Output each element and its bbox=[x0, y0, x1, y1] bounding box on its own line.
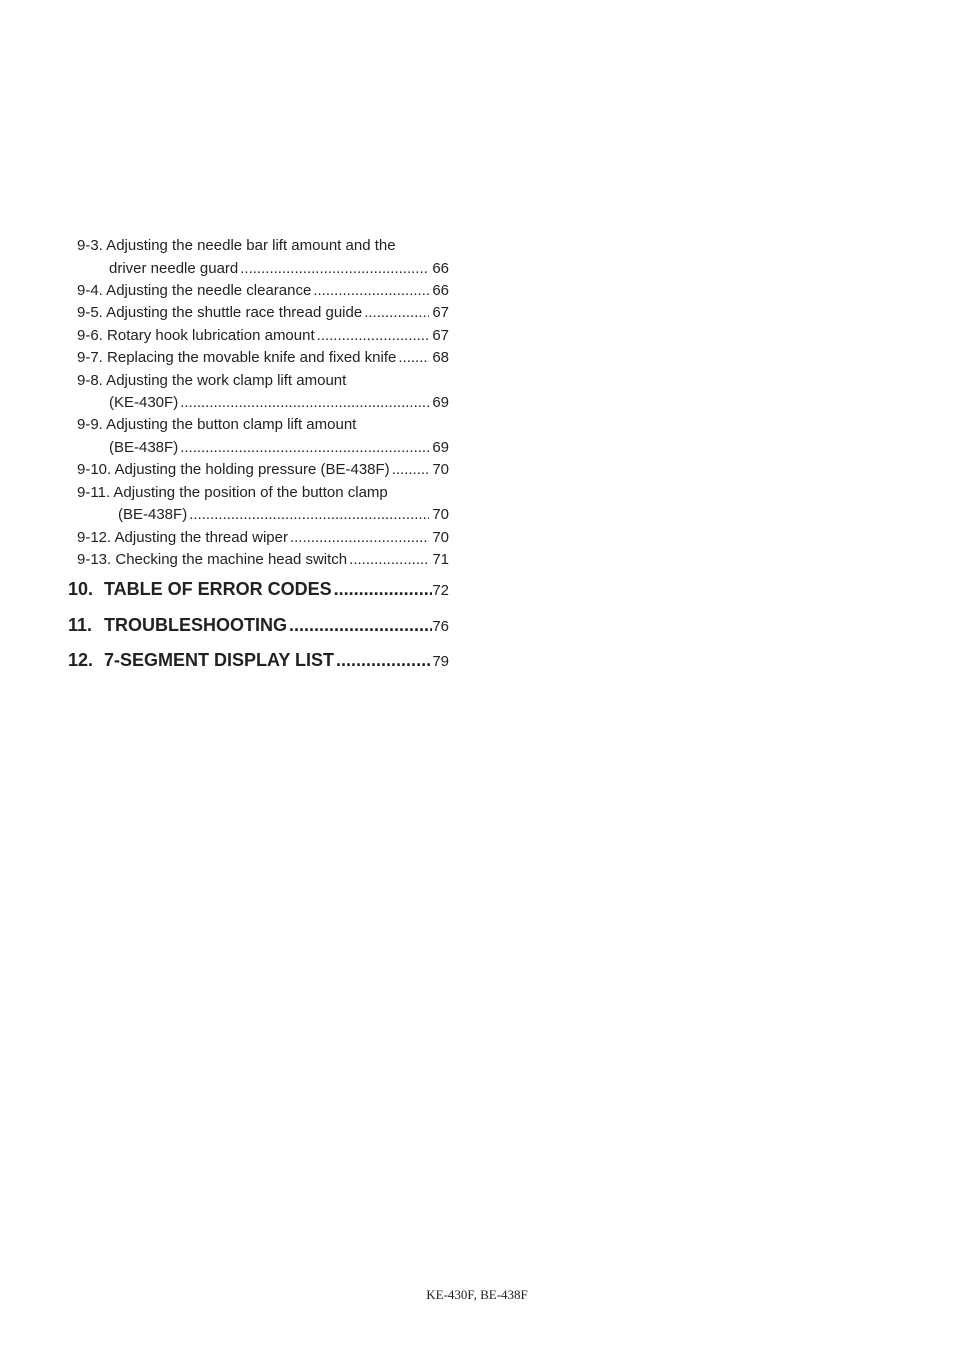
toc-page-number: 69 bbox=[432, 394, 449, 411]
toc-entry-text: (BE-438F) bbox=[109, 439, 179, 456]
toc-entry-9-6[interactable] bbox=[77, 325, 449, 347]
leader-dots bbox=[240, 258, 429, 280]
toc-entry-text: (BE-438F) bbox=[118, 506, 188, 523]
leader-dots bbox=[392, 459, 430, 481]
page-footer-model: KE-430F, BE-438F bbox=[426, 1287, 528, 1302]
toc-page-number: 68 bbox=[432, 349, 449, 366]
toc-page-number: 72 bbox=[432, 582, 449, 599]
leader-dots bbox=[180, 392, 429, 414]
toc-entry-9-3[interactable] bbox=[109, 258, 449, 280]
toc-entry-text: (KE-430F) bbox=[109, 394, 179, 411]
toc-page-number: 70 bbox=[432, 506, 449, 523]
toc-page-number: 76 bbox=[432, 618, 449, 635]
leader-dots bbox=[313, 280, 429, 302]
toc-entry-text: 9-8. Adjusting the work clamp lift amount bbox=[77, 372, 347, 389]
section-title: 7-SEGMENT DISPLAY LIST bbox=[104, 650, 335, 670]
toc-page-number: 66 bbox=[432, 260, 449, 277]
toc-entry-9-8[interactable] bbox=[109, 392, 449, 414]
toc-entry-text: 9-9. Adjusting the button clamp lift amount bbox=[77, 416, 357, 433]
leader-dots bbox=[398, 347, 429, 369]
toc-entry-9-12[interactable] bbox=[77, 527, 449, 549]
leader-dots bbox=[189, 504, 429, 526]
leader-dots bbox=[317, 325, 430, 347]
toc-entry-9-7[interactable] bbox=[77, 347, 449, 369]
section-title: TROUBLESHOOTING bbox=[104, 615, 287, 635]
toc-page-number: 70 bbox=[432, 529, 449, 546]
leader-dots bbox=[364, 302, 429, 324]
section-number: 10. bbox=[68, 579, 94, 599]
toc-entry-text: 9-6. Rotary hook lubrication amount bbox=[77, 327, 315, 344]
toc-page-number: 66 bbox=[432, 282, 449, 299]
leader-dots bbox=[289, 615, 432, 636]
toc-entry-text: 9-7. Replacing the movable knife and fixed knife bbox=[77, 349, 397, 366]
section-title: TABLE OF ERROR CODES bbox=[104, 579, 332, 599]
leader-dots bbox=[180, 437, 429, 459]
toc-entry-9-3-line1 bbox=[77, 235, 396, 257]
toc-entry-9-13[interactable] bbox=[77, 549, 449, 571]
toc-entry-text: 9-13. Checking the machine head switch bbox=[77, 551, 348, 568]
toc-page-number: 69 bbox=[432, 439, 449, 456]
section-number: 12. bbox=[68, 650, 94, 670]
leader-dots bbox=[349, 549, 429, 571]
toc-entry-text: driver needle guard bbox=[109, 260, 239, 277]
toc-entry-9-8-line1 bbox=[77, 370, 346, 392]
toc-section-11[interactable] bbox=[68, 615, 449, 641]
section-number: 11. bbox=[68, 615, 93, 635]
toc-entry-9-10[interactable] bbox=[77, 459, 449, 481]
toc-page-number: 67 bbox=[432, 304, 449, 321]
toc-page-number: 67 bbox=[432, 327, 449, 344]
toc-page-number: 79 bbox=[432, 653, 449, 670]
toc-entry-9-11-line1 bbox=[77, 482, 388, 504]
toc-entry-9-9[interactable] bbox=[109, 437, 449, 459]
toc-entry-9-9-line1 bbox=[77, 414, 356, 436]
toc-entry-9-11[interactable] bbox=[118, 504, 449, 526]
toc-page-number: 71 bbox=[432, 551, 449, 568]
toc-page-number: 70 bbox=[432, 461, 449, 478]
toc-entry-9-5[interactable] bbox=[77, 302, 449, 324]
toc-entry-text: 9-12. Adjusting the thread wiper bbox=[77, 529, 288, 546]
toc-section-10[interactable] bbox=[68, 579, 449, 605]
toc-entry-9-4[interactable] bbox=[77, 280, 449, 302]
toc-entry-text: 9-11. Adjusting the position of the button clamp bbox=[77, 484, 388, 501]
leader-dots bbox=[334, 579, 433, 600]
toc-entry-text: 9-4. Adjusting the needle clearance bbox=[77, 282, 312, 299]
toc-entry-text: 9-10. Adjusting the holding pressure (BE-438F) bbox=[77, 461, 390, 478]
leader-dots bbox=[336, 650, 432, 671]
toc-section-12[interactable] bbox=[68, 650, 449, 676]
toc-entry-text: 9-3. Adjusting the needle bar lift amount and the bbox=[77, 237, 396, 254]
leader-dots bbox=[290, 527, 429, 549]
toc-entry-text: 9-5. Adjusting the shuttle race thread guide bbox=[77, 304, 363, 321]
